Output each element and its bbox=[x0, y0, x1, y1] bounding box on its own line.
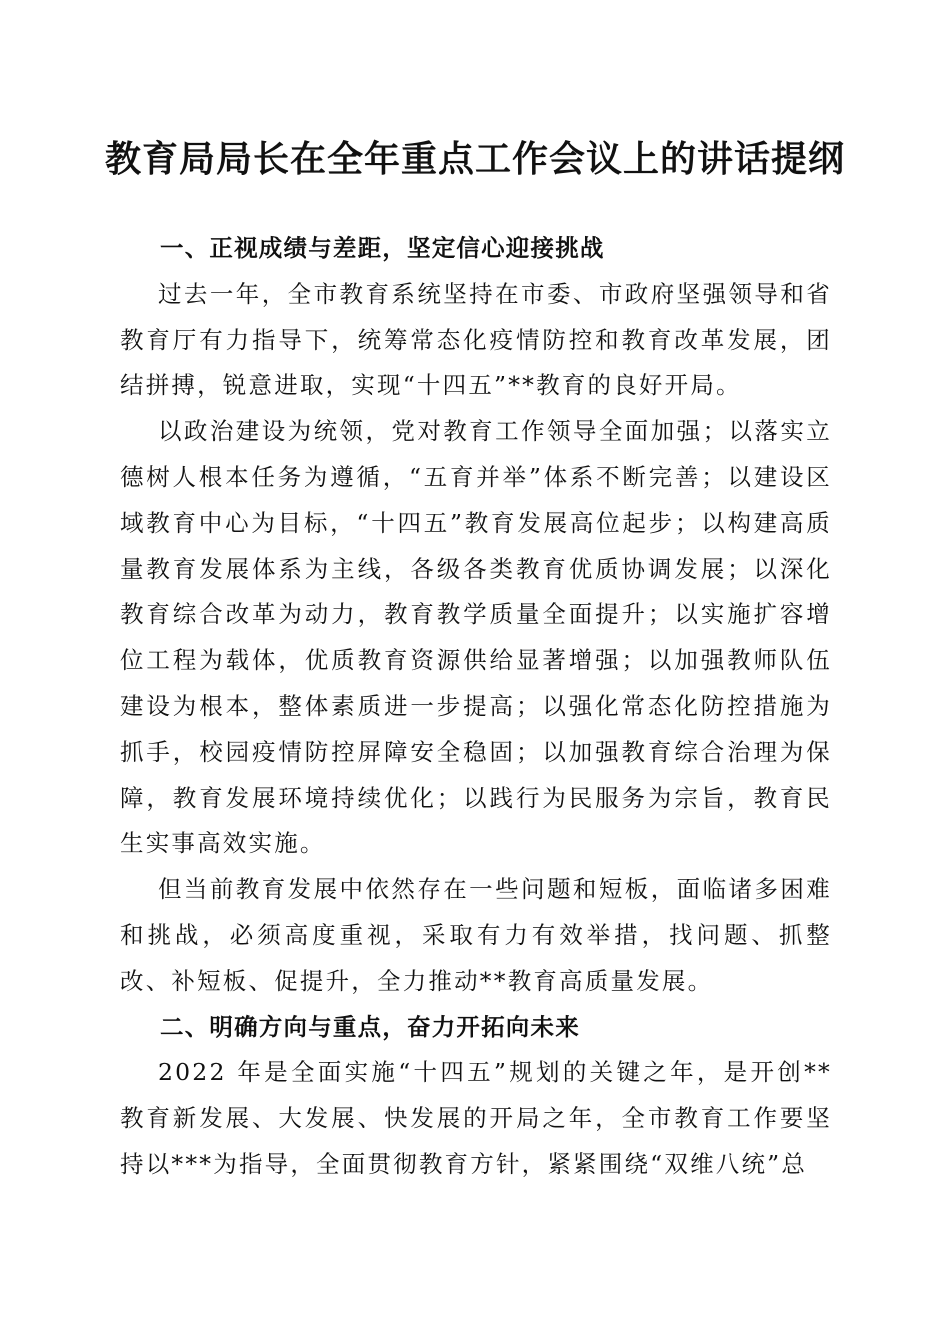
section-1-paragraph-1: 过去一年，全市教育系统坚持在市委、市政府坚强领导和省教育厅有力指导下，统筹常态化疫情防控和教育改革发展，团结拼搏，锐意进取，实现“十四五”**教育的良好开局。 bbox=[120, 279, 832, 400]
document-body bbox=[120, 226, 832, 1188]
section-heading-1: 一、正视成绩与差距，坚定信心迎接挑战 bbox=[160, 234, 605, 262]
section-heading-2: 二、明确方向与重点，奋力开拓向未来 bbox=[160, 1012, 580, 1041]
document-title: 教育局局长在全年重点工作会议上的讲话提纲 bbox=[104, 138, 845, 180]
section-2-paragraph-1: 2022 年是全面实施“十四五”规划的关键之年，是开创**教育新发展、大发展、快发展的开局之年，全市教育工作要坚持以***为指导，全面贯彻教育方针，紧紧围绕“双维八统”总 bbox=[120, 1058, 832, 1178]
section-1-paragraph-2: 以政治建设为统领，党对教育工作领导全面加强；以落实立德树人根本任务为遵循，“五育并举”体系不断完善；以建设区域教育中心为目标，“十四五”教育发展高位起步；以构建高质量教育发展体系为主线，各级各类教育优质协调发展；以深化教育综合改革为动力，教育教学质量全面提升；以实施扩容增位工程为载体，优质教育资源供给显著增强；以加强教师队伍建设为根本，整体素质进一步提高；以强化常态化防控措施为抓手，校园疫情防控屏障安全稳固；以加强教育综合治理为保障，教育发展环境持续优化；以践行为民服务为宗旨，教育民生实事高效实施。 bbox=[120, 417, 832, 858]
section-1-paragraph-3: 但当前教育发展中依然存在一些问题和短板，面临诸多困难和挑战，必须高度重视，采取有力有效举措，找问题、抓整改、补短板、促提升，全力推动**教育高质量发展。 bbox=[120, 875, 832, 995]
